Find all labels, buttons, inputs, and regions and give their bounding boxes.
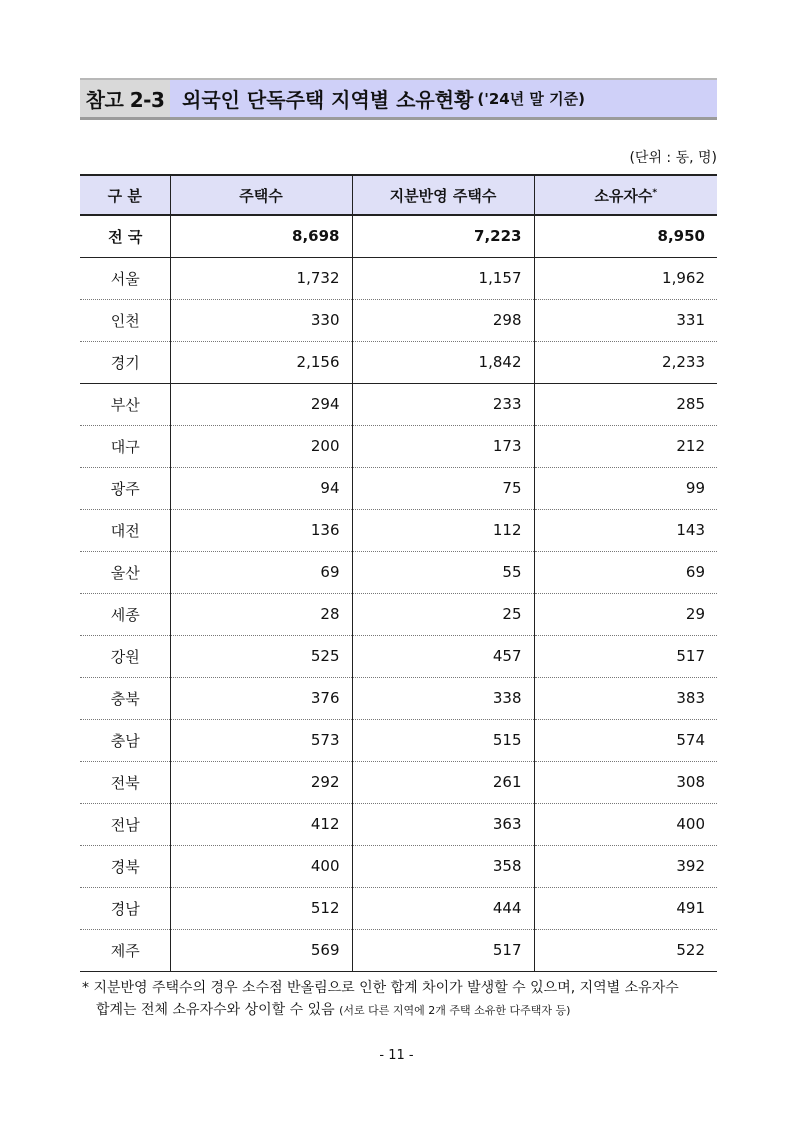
table-row: [80, 551, 717, 593]
cell-owners: 212: [534, 425, 717, 467]
cell-share-houses: 457: [352, 635, 534, 677]
cell-owners: 517: [534, 635, 717, 677]
table-header-row: [80, 175, 717, 215]
cell-region: 대구: [80, 425, 170, 467]
cell-owners: 308: [534, 761, 717, 803]
cell-share-houses: 1,157: [352, 257, 534, 299]
cell-houses: 292: [170, 761, 352, 803]
cell-houses: 569: [170, 929, 352, 971]
cell-houses: 330: [170, 299, 352, 341]
cell-houses: 294: [170, 383, 352, 425]
cell-owners: 99: [534, 467, 717, 509]
cell-region: 서울: [80, 257, 170, 299]
cell-region: 제주: [80, 929, 170, 971]
table-row: [80, 845, 717, 887]
cell-owners: 143: [534, 509, 717, 551]
cell-region: 세종: [80, 593, 170, 635]
cell-region: 경남: [80, 887, 170, 929]
cell-region: 전남: [80, 803, 170, 845]
cell-share-houses: 363: [352, 803, 534, 845]
cell-houses: 200: [170, 425, 352, 467]
cell-houses: 28: [170, 593, 352, 635]
table-row: [80, 299, 717, 341]
footnote-line-1: * 지분반영 주택수의 경우 소수점 반올림으로 인한 합계 차이가 발생할 수 있으며, 지역별 소유자수: [82, 980, 679, 996]
table-row: [80, 761, 717, 803]
cell-owners: 383: [534, 677, 717, 719]
ownership-table: [80, 174, 717, 972]
cell-region: 광주: [80, 467, 170, 509]
cell-share-houses: 25: [352, 593, 534, 635]
table-row-total: [80, 215, 717, 257]
table-row: [80, 383, 717, 425]
header-owners: [534, 175, 717, 215]
cell-houses: 376: [170, 677, 352, 719]
table-row: [80, 593, 717, 635]
cell-region: 강원: [80, 635, 170, 677]
cell-houses: 525: [170, 635, 352, 677]
cell-owners: 574: [534, 719, 717, 761]
cell-share-houses: 1,842: [352, 341, 534, 383]
cell-owners: 285: [534, 383, 717, 425]
cell-share-houses: 298: [352, 299, 534, 341]
cell-share-houses: 233: [352, 383, 534, 425]
cell-share-houses: 517: [352, 929, 534, 971]
table-row: [80, 887, 717, 929]
footnote-line-2-text: 합계는 전체 소유자수와 상이할 수 있음: [96, 1002, 335, 1018]
cell-owners: 8,950: [534, 215, 717, 257]
cell-houses: 412: [170, 803, 352, 845]
table-row: [80, 509, 717, 551]
table-row: [80, 803, 717, 845]
cell-region: 전 국: [80, 215, 170, 257]
table-row: [80, 257, 717, 299]
cell-houses: 8,698: [170, 215, 352, 257]
section-tag: 참고 2-3: [80, 80, 170, 117]
unit-label: (단위 : 동, 명): [629, 150, 717, 166]
cell-region: 부산: [80, 383, 170, 425]
section-title-box: [80, 78, 717, 120]
title-main: 외국인 단독주택 지역별 소유현황: [182, 88, 474, 112]
title-sub: ('24년 말 기준): [477, 90, 585, 108]
table-row: [80, 719, 717, 761]
cell-region: 인천: [80, 299, 170, 341]
cell-region: 경북: [80, 845, 170, 887]
cell-owners: 331: [534, 299, 717, 341]
cell-share-houses: 444: [352, 887, 534, 929]
header-owners-footnote-mark: *: [652, 187, 658, 198]
footnote-line-2: [82, 999, 719, 1022]
cell-region: 충남: [80, 719, 170, 761]
cell-houses: 400: [170, 845, 352, 887]
footnote-line-2-small: (서로 다른 지역에 2개 주택 소유한 다주택자 등): [339, 1004, 571, 1017]
header-owners-label: 소유자수: [594, 186, 653, 205]
cell-region: 울산: [80, 551, 170, 593]
table-row: [80, 635, 717, 677]
cell-share-houses: 358: [352, 845, 534, 887]
cell-share-houses: 75: [352, 467, 534, 509]
cell-houses: 1,732: [170, 257, 352, 299]
cell-owners: 392: [534, 845, 717, 887]
cell-region: 경기: [80, 341, 170, 383]
header-houses: 주택수: [170, 175, 352, 215]
cell-owners: 491: [534, 887, 717, 929]
cell-share-houses: 338: [352, 677, 534, 719]
header-region: 구 분: [80, 175, 170, 215]
cell-share-houses: 7,223: [352, 215, 534, 257]
cell-owners: 29: [534, 593, 717, 635]
cell-houses: 573: [170, 719, 352, 761]
cell-houses: 2,156: [170, 341, 352, 383]
cell-share-houses: 515: [352, 719, 534, 761]
cell-share-houses: 112: [352, 509, 534, 551]
cell-share-houses: 173: [352, 425, 534, 467]
cell-region: 충북: [80, 677, 170, 719]
footnote: [82, 977, 719, 1022]
cell-houses: 69: [170, 551, 352, 593]
cell-owners: 400: [534, 803, 717, 845]
section-title: [170, 80, 717, 117]
page-number: - 11 -: [379, 1048, 414, 1063]
cell-share-houses: 55: [352, 551, 534, 593]
cell-owners: 1,962: [534, 257, 717, 299]
table-row: [80, 467, 717, 509]
cell-houses: 136: [170, 509, 352, 551]
header-share-houses: 지분반영 주택수: [352, 175, 534, 215]
cell-owners: 2,233: [534, 341, 717, 383]
cell-region: 대전: [80, 509, 170, 551]
table-row: [80, 425, 717, 467]
cell-region: 전북: [80, 761, 170, 803]
table-row: [80, 929, 717, 971]
table-row: [80, 677, 717, 719]
table-row: [80, 341, 717, 383]
cell-houses: 512: [170, 887, 352, 929]
cell-owners: 69: [534, 551, 717, 593]
cell-owners: 522: [534, 929, 717, 971]
cell-share-houses: 261: [352, 761, 534, 803]
cell-houses: 94: [170, 467, 352, 509]
